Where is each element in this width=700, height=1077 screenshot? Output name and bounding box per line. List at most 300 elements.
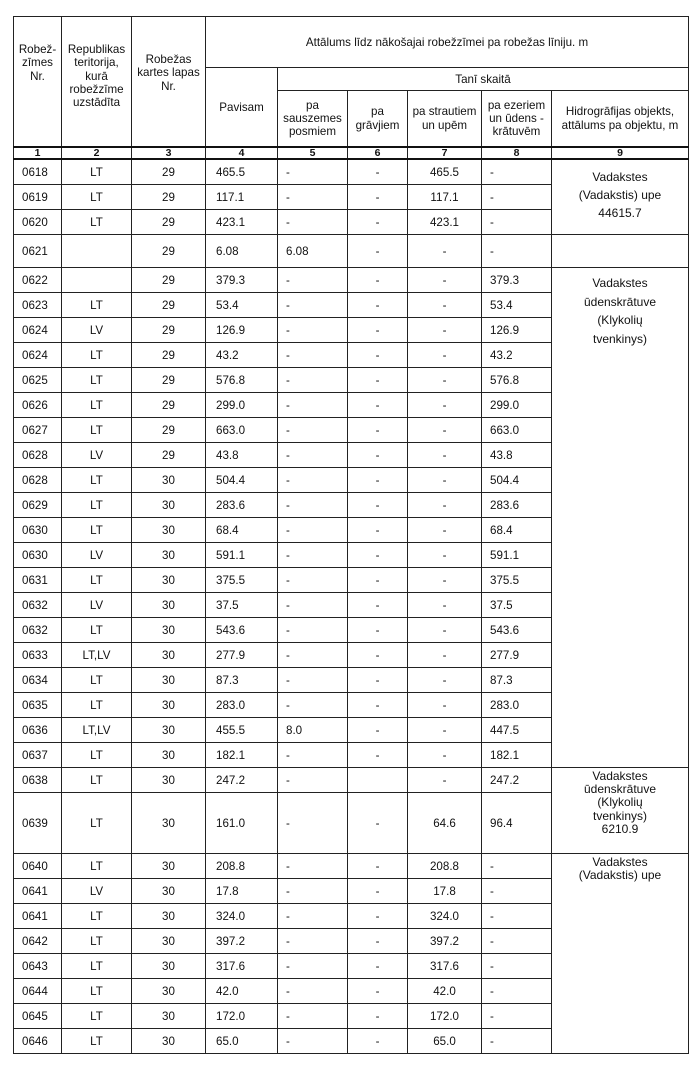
header-hydrographic-object: Hidrogrāfijas objekts, attālums pa objektu, m	[552, 91, 689, 148]
ditch-distance-cell: -	[348, 854, 408, 879]
territory-cell: LT	[62, 493, 132, 518]
column-number: 1	[14, 147, 62, 159]
marker-nr-cell: 0638	[14, 768, 62, 793]
ditch-distance-cell	[348, 768, 408, 793]
land-distance-cell: -	[278, 418, 348, 443]
lake-distance-cell: -	[482, 954, 552, 979]
total-distance-cell: 68.4	[206, 518, 278, 543]
column-number: 2	[62, 147, 132, 159]
total-distance-cell: 375.5	[206, 568, 278, 593]
hydro-line: Vadakstes	[592, 170, 648, 184]
marker-nr-cell: 0636	[14, 718, 62, 743]
ditch-distance-cell: -	[348, 618, 408, 643]
territory-cell: LT	[62, 518, 132, 543]
territory-cell: LV	[62, 443, 132, 468]
ditch-distance-cell: -	[348, 468, 408, 493]
territory-cell: LT	[62, 568, 132, 593]
map-sheet-cell: 30	[132, 468, 206, 493]
marker-nr-cell: 0623	[14, 293, 62, 318]
map-sheet-cell: 30	[132, 593, 206, 618]
marker-nr-cell: 0629	[14, 493, 62, 518]
total-distance-cell: 317.6	[206, 954, 278, 979]
lake-distance-cell: 247.2	[482, 768, 552, 793]
total-distance-cell: 423.1	[206, 210, 278, 235]
stream-distance-cell: -	[408, 343, 482, 368]
territory-cell: LT	[62, 693, 132, 718]
column-number: 8	[482, 147, 552, 159]
hydro-line: tvenkinys)	[592, 808, 648, 823]
land-distance-cell: -	[278, 210, 348, 235]
lake-distance-cell: -	[482, 979, 552, 1004]
marker-nr-cell: 0643	[14, 954, 62, 979]
land-distance-cell: -	[278, 593, 348, 618]
lake-distance-cell: 447.5	[482, 718, 552, 743]
total-distance-cell: 663.0	[206, 418, 278, 443]
hydro-object-cell	[552, 854, 689, 1054]
ditch-distance-cell: -	[348, 318, 408, 343]
total-distance-cell: 42.0	[206, 979, 278, 1004]
total-distance-cell: 126.9	[206, 318, 278, 343]
column-number: 5	[278, 147, 348, 159]
marker-nr-cell: 0624	[14, 343, 62, 368]
stream-distance-cell: -	[408, 518, 482, 543]
stream-distance-cell: -	[408, 418, 482, 443]
map-sheet-cell: 29	[132, 235, 206, 268]
map-sheet-cell: 29	[132, 185, 206, 210]
land-distance-cell: -	[278, 618, 348, 643]
lake-distance-cell: 68.4	[482, 518, 552, 543]
stream-distance-cell: -	[408, 493, 482, 518]
stream-distance-cell: -	[408, 668, 482, 693]
lake-distance-cell: -	[482, 854, 552, 879]
stream-distance-cell: -	[408, 235, 482, 268]
territory-cell	[62, 268, 132, 293]
header-streams-rivers: pa strautiem un upēm	[408, 91, 482, 148]
map-sheet-cell: 30	[132, 1029, 206, 1054]
map-sheet-cell: 30	[132, 568, 206, 593]
land-distance-cell: -	[278, 343, 348, 368]
stream-distance-cell: 317.6	[408, 954, 482, 979]
column-number: 4	[206, 147, 278, 159]
hydro-object-cell	[552, 235, 689, 268]
ditch-distance-cell: -	[348, 718, 408, 743]
lake-distance-cell: -	[482, 879, 552, 904]
land-distance-cell: -	[278, 159, 348, 185]
lake-distance-cell: 576.8	[482, 368, 552, 393]
header-lakes-reservoirs: pa ezeriem un ūdens - krātuvēm	[482, 91, 552, 148]
ditch-distance-cell: -	[348, 693, 408, 718]
territory-cell: LT	[62, 793, 132, 854]
ditch-distance-cell: -	[348, 904, 408, 929]
lake-distance-cell: -	[482, 185, 552, 210]
land-distance-cell: -	[278, 368, 348, 393]
stream-distance-cell: -	[408, 368, 482, 393]
total-distance-cell: 53.4	[206, 293, 278, 318]
lake-distance-cell: 37.5	[482, 593, 552, 618]
land-distance-cell: -	[278, 929, 348, 954]
land-distance-cell: -	[278, 185, 348, 210]
total-distance-cell: 117.1	[206, 185, 278, 210]
territory-cell: LT	[62, 210, 132, 235]
stream-distance-cell: 423.1	[408, 210, 482, 235]
map-sheet-cell: 30	[132, 904, 206, 929]
hydro-line: Vadakstes	[592, 276, 648, 290]
total-distance-cell: 283.0	[206, 693, 278, 718]
hydro-line: Vadakstes	[592, 855, 648, 869]
marker-nr-cell: 0627	[14, 418, 62, 443]
ditch-distance-cell: -	[348, 668, 408, 693]
territory-cell: LT	[62, 768, 132, 793]
lake-distance-cell: 591.1	[482, 543, 552, 568]
territory-cell: LT	[62, 468, 132, 493]
stream-distance-cell: -	[408, 618, 482, 643]
column-number: 3	[132, 147, 206, 159]
territory-cell: LT	[62, 854, 132, 879]
map-sheet-cell: 29	[132, 418, 206, 443]
map-sheet-cell: 30	[132, 643, 206, 668]
lake-distance-cell: -	[482, 929, 552, 954]
map-sheet-cell: 30	[132, 618, 206, 643]
map-sheet-cell: 29	[132, 293, 206, 318]
stream-distance-cell: -	[408, 468, 482, 493]
map-sheet-cell: 30	[132, 493, 206, 518]
lake-distance-cell: 543.6	[482, 618, 552, 643]
marker-nr-cell: 0619	[14, 185, 62, 210]
stream-distance-cell: -	[408, 293, 482, 318]
territory-cell: LT	[62, 954, 132, 979]
ditch-distance-cell: -	[348, 235, 408, 268]
land-distance-cell: -	[278, 879, 348, 904]
ditch-distance-cell: -	[348, 343, 408, 368]
marker-nr-cell: 0628	[14, 443, 62, 468]
lake-distance-cell: -	[482, 210, 552, 235]
total-distance-cell: 6.08	[206, 235, 278, 268]
territory-cell: LT	[62, 418, 132, 443]
total-distance-cell: 87.3	[206, 668, 278, 693]
hydro-line: (Klykolių	[597, 313, 643, 328]
ditch-distance-cell: -	[348, 393, 408, 418]
land-distance-cell: -	[278, 979, 348, 1004]
ditch-distance-cell: -	[348, 210, 408, 235]
marker-nr-cell: 0618	[14, 159, 62, 185]
map-sheet-cell: 30	[132, 693, 206, 718]
ditch-distance-cell: -	[348, 543, 408, 568]
marker-nr-cell: 0630	[14, 543, 62, 568]
territory-cell: LT,LV	[62, 643, 132, 668]
land-distance-cell: 6.08	[278, 235, 348, 268]
stream-distance-cell: -	[408, 768, 482, 793]
lake-distance-cell: 375.5	[482, 568, 552, 593]
lake-distance-cell: -	[482, 1004, 552, 1029]
total-distance-cell: 182.1	[206, 743, 278, 768]
ditch-distance-cell: -	[348, 293, 408, 318]
total-distance-cell: 17.8	[206, 879, 278, 904]
table-body	[14, 159, 689, 1054]
territory-cell: LT	[62, 668, 132, 693]
map-sheet-cell: 30	[132, 979, 206, 1004]
territory-cell	[62, 235, 132, 268]
hydro-line: (Vadakstis) upe	[578, 868, 662, 883]
territory-cell: LT	[62, 929, 132, 954]
ditch-distance-cell: -	[348, 954, 408, 979]
ditch-distance-cell: -	[348, 159, 408, 185]
marker-nr-cell: 0646	[14, 1029, 62, 1054]
territory-cell: LT	[62, 618, 132, 643]
column-number: 6	[348, 147, 408, 159]
marker-nr-cell: 0632	[14, 618, 62, 643]
lake-distance-cell: 182.1	[482, 743, 552, 768]
territory-cell: LT	[62, 185, 132, 210]
map-sheet-cell: 29	[132, 210, 206, 235]
hydro-line: Vadakstes	[592, 769, 648, 783]
map-sheet-cell: 29	[132, 393, 206, 418]
land-distance-cell: -	[278, 293, 348, 318]
marker-nr-cell: 0630	[14, 518, 62, 543]
land-distance-cell: -	[278, 693, 348, 718]
land-distance-cell: -	[278, 318, 348, 343]
hydro-object-cell	[552, 768, 689, 854]
column-number: 9	[552, 147, 689, 159]
land-distance-cell: -	[278, 268, 348, 293]
map-sheet-cell: 30	[132, 518, 206, 543]
marker-nr-cell: 0640	[14, 854, 62, 879]
total-distance-cell: 283.6	[206, 493, 278, 518]
lake-distance-cell: 379.3	[482, 268, 552, 293]
map-sheet-cell: 30	[132, 793, 206, 854]
marker-nr-cell: 0639	[14, 793, 62, 854]
map-sheet-cell: 30	[132, 1004, 206, 1029]
lake-distance-cell: -	[482, 1029, 552, 1054]
lake-distance-cell: -	[482, 159, 552, 185]
ditch-distance-cell: -	[348, 1029, 408, 1054]
hydro-line: (Vadakstis) upe	[578, 188, 662, 202]
land-distance-cell: -	[278, 793, 348, 854]
land-distance-cell: -	[278, 904, 348, 929]
ditch-distance-cell: -	[348, 879, 408, 904]
marker-nr-cell: 0626	[14, 393, 62, 418]
territory-cell: LV	[62, 593, 132, 618]
map-sheet-cell: 30	[132, 668, 206, 693]
land-distance-cell: -	[278, 668, 348, 693]
land-distance-cell: -	[278, 1029, 348, 1054]
territory-cell: LT	[62, 1029, 132, 1054]
ditch-distance-cell: -	[348, 1004, 408, 1029]
lake-distance-cell: 96.4	[482, 793, 552, 854]
hydro-line: 6210.9	[601, 821, 639, 836]
land-distance-cell: -	[278, 493, 348, 518]
header-land-sections: pa sauszemes posmiem	[278, 91, 348, 148]
territory-cell: LV	[62, 879, 132, 904]
ditch-distance-cell: -	[348, 493, 408, 518]
total-distance-cell: 543.6	[206, 618, 278, 643]
total-distance-cell: 208.8	[206, 854, 278, 879]
lake-distance-cell: 87.3	[482, 668, 552, 693]
marker-nr-cell: 0631	[14, 568, 62, 593]
ditch-distance-cell: -	[348, 568, 408, 593]
stream-distance-cell: 42.0	[408, 979, 482, 1004]
stream-distance-cell: 17.8	[408, 879, 482, 904]
marker-nr-cell: 0624	[14, 318, 62, 343]
territory-cell: LV	[62, 318, 132, 343]
marker-nr-cell: 0621	[14, 235, 62, 268]
table-row	[14, 235, 689, 268]
map-sheet-cell: 30	[132, 854, 206, 879]
header-map-sheet: Robežas kartes lapas Nr.	[132, 17, 206, 148]
marker-nr-cell: 0645	[14, 1004, 62, 1029]
territory-cell: LT	[62, 979, 132, 1004]
stream-distance-cell: -	[408, 543, 482, 568]
territory-cell: LT	[62, 159, 132, 185]
lake-distance-cell: 126.9	[482, 318, 552, 343]
stream-distance-cell: -	[408, 743, 482, 768]
marker-nr-cell: 0633	[14, 643, 62, 668]
column-number: 7	[408, 147, 482, 159]
total-distance-cell: 455.5	[206, 718, 278, 743]
map-sheet-cell: 30	[132, 879, 206, 904]
marker-nr-cell: 0628	[14, 468, 62, 493]
stream-distance-cell: 397.2	[408, 929, 482, 954]
total-distance-cell: 43.2	[206, 343, 278, 368]
ditch-distance-cell: -	[348, 743, 408, 768]
header-distance: Attālums līdz nākošajai robežzīmei pa robežas līniju. m	[206, 17, 689, 68]
total-distance-cell: 324.0	[206, 904, 278, 929]
stream-distance-cell: -	[408, 318, 482, 343]
ditch-distance-cell: -	[348, 185, 408, 210]
stream-distance-cell: 64.6	[408, 793, 482, 854]
territory-cell: LT	[62, 293, 132, 318]
lake-distance-cell: 663.0	[482, 418, 552, 443]
lake-distance-cell: 504.4	[482, 468, 552, 493]
land-distance-cell: -	[278, 1004, 348, 1029]
hydro-object-cell	[552, 159, 689, 235]
land-distance-cell: -	[278, 393, 348, 418]
map-sheet-cell: 29	[132, 343, 206, 368]
land-distance-cell: -	[278, 568, 348, 593]
map-sheet-cell: 29	[132, 268, 206, 293]
marker-nr-cell: 0634	[14, 668, 62, 693]
total-distance-cell: 591.1	[206, 543, 278, 568]
map-sheet-cell: 30	[132, 768, 206, 793]
map-sheet-cell: 29	[132, 368, 206, 393]
total-distance-cell: 37.5	[206, 593, 278, 618]
stream-distance-cell: -	[408, 718, 482, 743]
territory-cell: LT	[62, 1004, 132, 1029]
land-distance-cell: -	[278, 543, 348, 568]
header-territory: Republikas teritorija, kurā robežzīme uzstādīta	[62, 17, 132, 148]
boundary-table	[13, 16, 689, 1054]
map-sheet-cell: 30	[132, 543, 206, 568]
marker-nr-cell: 0635	[14, 693, 62, 718]
land-distance-cell: -	[278, 443, 348, 468]
table-row	[14, 268, 689, 293]
territory-cell: LT	[62, 743, 132, 768]
stream-distance-cell: -	[408, 593, 482, 618]
map-sheet-cell: 29	[132, 318, 206, 343]
stream-distance-cell: 172.0	[408, 1004, 482, 1029]
hydro-line: tvenkinys)	[592, 331, 648, 346]
marker-nr-cell: 0641	[14, 904, 62, 929]
lake-distance-cell: 43.2	[482, 343, 552, 368]
lake-distance-cell: 283.6	[482, 493, 552, 518]
total-distance-cell: 504.4	[206, 468, 278, 493]
map-sheet-cell: 30	[132, 929, 206, 954]
lake-distance-cell: 43.8	[482, 443, 552, 468]
total-distance-cell: 172.0	[206, 1004, 278, 1029]
header-ditches: pa grāvjiem	[348, 91, 408, 148]
table-row	[14, 159, 689, 185]
map-sheet-cell: 29	[132, 159, 206, 185]
lake-distance-cell: 283.0	[482, 693, 552, 718]
ditch-distance-cell: -	[348, 368, 408, 393]
total-distance-cell: 43.8	[206, 443, 278, 468]
territory-cell: LV	[62, 543, 132, 568]
territory-cell: LT	[62, 393, 132, 418]
ditch-distance-cell: -	[348, 593, 408, 618]
ditch-distance-cell: -	[348, 979, 408, 1004]
stream-distance-cell: -	[408, 693, 482, 718]
territory-cell: LT,LV	[62, 718, 132, 743]
hydro-line: ūdenskrātuve	[583, 782, 657, 797]
stream-distance-cell: 208.8	[408, 854, 482, 879]
lake-distance-cell: 53.4	[482, 293, 552, 318]
marker-nr-cell: 0641	[14, 879, 62, 904]
table-row	[14, 768, 689, 793]
table-row	[14, 854, 689, 879]
territory-cell: LT	[62, 343, 132, 368]
marker-nr-cell: 0625	[14, 368, 62, 393]
stream-distance-cell: -	[408, 443, 482, 468]
land-distance-cell: -	[278, 518, 348, 543]
marker-nr-cell: 0642	[14, 929, 62, 954]
ditch-distance-cell: -	[348, 518, 408, 543]
total-distance-cell: 576.8	[206, 368, 278, 393]
ditch-distance-cell: -	[348, 268, 408, 293]
total-distance-cell: 397.2	[206, 929, 278, 954]
stream-distance-cell: -	[408, 268, 482, 293]
stream-distance-cell: -	[408, 393, 482, 418]
header-boundary-marker-nr: Robež- zīmes Nr.	[14, 17, 62, 148]
ditch-distance-cell: -	[348, 929, 408, 954]
land-distance-cell: -	[278, 643, 348, 668]
map-sheet-cell: 30	[132, 954, 206, 979]
land-distance-cell: 8.0	[278, 718, 348, 743]
map-sheet-cell: 30	[132, 743, 206, 768]
map-sheet-cell: 29	[132, 443, 206, 468]
total-distance-cell: 161.0	[206, 793, 278, 854]
hydro-line: 44615.7	[598, 206, 642, 220]
ditch-distance-cell: -	[348, 418, 408, 443]
ditch-distance-cell: -	[348, 643, 408, 668]
marker-nr-cell: 0620	[14, 210, 62, 235]
marker-nr-cell: 0632	[14, 593, 62, 618]
land-distance-cell: -	[278, 468, 348, 493]
land-distance-cell: -	[278, 854, 348, 879]
lake-distance-cell: -	[482, 904, 552, 929]
marker-nr-cell: 0637	[14, 743, 62, 768]
stream-distance-cell: 324.0	[408, 904, 482, 929]
total-distance-cell: 465.5	[206, 159, 278, 185]
map-sheet-cell: 30	[132, 718, 206, 743]
header-including: Tanī skaitā	[278, 68, 689, 91]
hydro-line: ūdenskrātuve	[583, 294, 657, 309]
territory-cell: LT	[62, 904, 132, 929]
total-distance-cell: 299.0	[206, 393, 278, 418]
land-distance-cell: -	[278, 954, 348, 979]
lake-distance-cell: 277.9	[482, 643, 552, 668]
hydro-line: (Klykolių	[597, 795, 643, 810]
lake-distance-cell: -	[482, 235, 552, 268]
total-distance-cell: 379.3	[206, 268, 278, 293]
